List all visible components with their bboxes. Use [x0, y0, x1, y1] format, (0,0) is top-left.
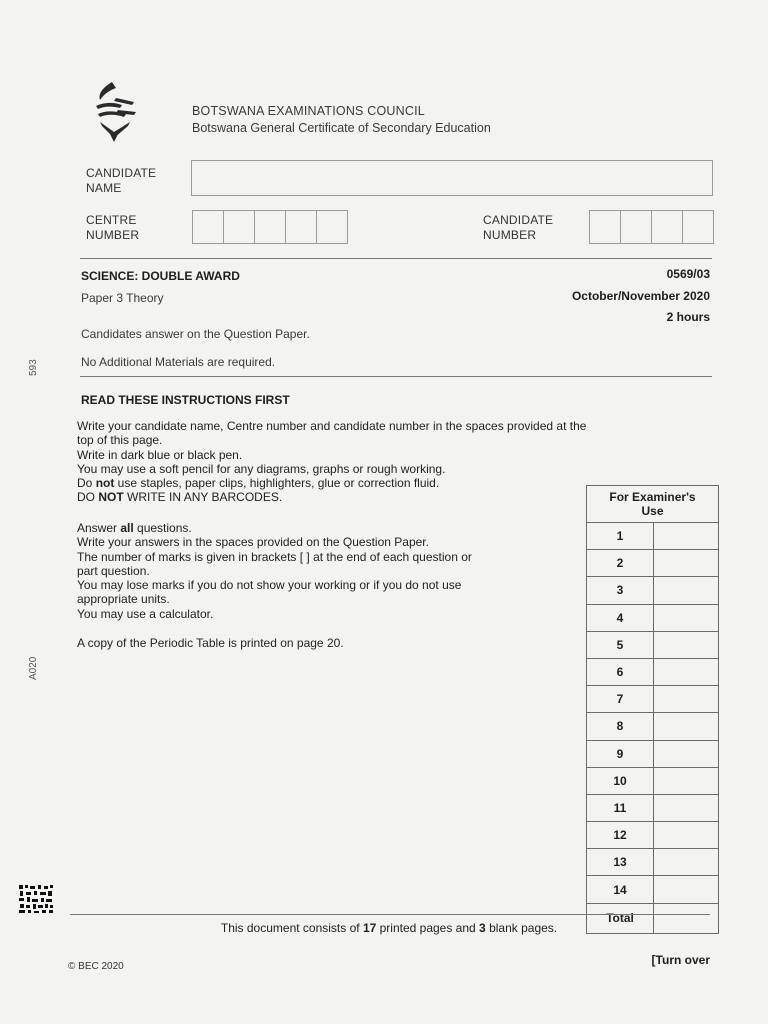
- digit-box[interactable]: [682, 210, 714, 244]
- candidate-name-label: CANDIDATE NAME: [86, 166, 157, 195]
- periodic-table-note: A copy of the Periodic Table is printed on page 20.: [77, 636, 344, 650]
- mark-cell[interactable]: [654, 523, 719, 550]
- examiner-table-heading: For Examiner's Use: [587, 486, 719, 523]
- table-row: 6: [587, 658, 719, 685]
- margin-code-top: 593: [28, 359, 39, 376]
- digit-box[interactable]: [223, 210, 255, 244]
- candidate-number-field[interactable]: [589, 210, 713, 244]
- examiner-use-table: [586, 485, 719, 934]
- table-row: 12: [587, 822, 719, 849]
- digit-box[interactable]: [620, 210, 652, 244]
- copyright: © BEC 2020: [68, 961, 124, 972]
- answer-all-line: Answer all questions.: [77, 521, 192, 535]
- mark-cell[interactable]: [654, 822, 719, 849]
- mark-cell[interactable]: [654, 767, 719, 794]
- mark-cell[interactable]: [654, 740, 719, 767]
- table-row: 5: [587, 631, 719, 658]
- centre-number-field[interactable]: [192, 210, 347, 244]
- mark-cell[interactable]: [654, 876, 719, 903]
- qualification-name: Botswana General Certificate of Secondary Education: [192, 121, 491, 135]
- digit-box[interactable]: [651, 210, 683, 244]
- table-row: 9: [587, 740, 719, 767]
- mark-cell[interactable]: [654, 658, 719, 685]
- instructions-answers: Answer all questions. Write your answers in the spaces provided on the Question Paper. The number of marks is given in brackets [ ] at the end of each question or part question. You may lose marks if you do not show your working or if you do not use appropriate units. You may use a calculator.: [77, 521, 637, 621]
- mark-cell[interactable]: [654, 794, 719, 821]
- digit-box[interactable]: [254, 210, 286, 244]
- table-row: 7: [587, 686, 719, 713]
- instructions-heading: READ THESE INSTRUCTIONS FIRST: [81, 393, 290, 407]
- mark-cell[interactable]: [654, 713, 719, 740]
- margin-code-mid: A020: [28, 656, 39, 680]
- table-row: 3: [587, 577, 719, 604]
- exam-session: October/November 2020: [571, 289, 710, 303]
- answer-on-note: Candidates answer on the Question Paper.: [81, 327, 310, 341]
- table-row: 13: [587, 849, 719, 876]
- divider: [80, 376, 712, 377]
- digit-box[interactable]: [192, 210, 224, 244]
- instructions-general: Write your candidate name, Centre number and candidate number in the spaces provided at the top of this page. Write in dark blue or black pen. You may use a soft pencil for any diagrams, graphs or rough working. Do not use staples, paper clips, highlighters, glue or correction fluid. DO NOT WRITE IN ANY BARCODES.: [77, 419, 637, 505]
- digit-box[interactable]: [589, 210, 621, 244]
- turn-over: [Turn over: [651, 953, 710, 967]
- table-row: 11: [587, 794, 719, 821]
- candidate-number-label: CANDIDATE NUMBER: [483, 213, 554, 242]
- org-name: BOTSWANA EXAMINATIONS COUNCIL: [192, 104, 425, 118]
- mark-cell[interactable]: [654, 849, 719, 876]
- table-row: 10: [587, 767, 719, 794]
- mark-cell[interactable]: [654, 631, 719, 658]
- bec-logo: [92, 80, 138, 144]
- exam-duration: 2 hours: [666, 310, 710, 324]
- table-row-total: Total: [587, 903, 719, 933]
- divider: [70, 914, 710, 915]
- mark-cell[interactable]: [654, 686, 719, 713]
- mark-cell[interactable]: [654, 604, 719, 631]
- table-row: 2: [587, 550, 719, 577]
- table-row: 1: [587, 523, 719, 550]
- page-count-note: This document consists of 17 printed pages and 3 blank pages.: [220, 921, 558, 935]
- barcode-icon: [18, 884, 54, 914]
- paper-code: 0569/03: [666, 267, 710, 281]
- candidate-name-field[interactable]: [191, 160, 713, 196]
- table-row: 14: [587, 876, 719, 903]
- do-not-line: Do not use staples, paper clips, highlighters, glue or correction fluid.: [77, 476, 440, 491]
- digit-box[interactable]: [285, 210, 317, 244]
- table-row: 8: [587, 713, 719, 740]
- table-row: 4: [587, 604, 719, 631]
- subject-title: SCIENCE: DOUBLE AWARD: [81, 269, 240, 283]
- mark-cell[interactable]: [654, 577, 719, 604]
- mark-cell[interactable]: [654, 550, 719, 577]
- materials-note: No Additional Materials are required.: [81, 355, 276, 369]
- centre-number-label: CENTRE NUMBER: [86, 213, 140, 242]
- paper-name: Paper 3 Theory: [81, 291, 164, 305]
- divider: [80, 258, 712, 259]
- digit-box[interactable]: [316, 210, 348, 244]
- barcodes-line: DO NOT WRITE IN ANY BARCODES.: [77, 490, 283, 505]
